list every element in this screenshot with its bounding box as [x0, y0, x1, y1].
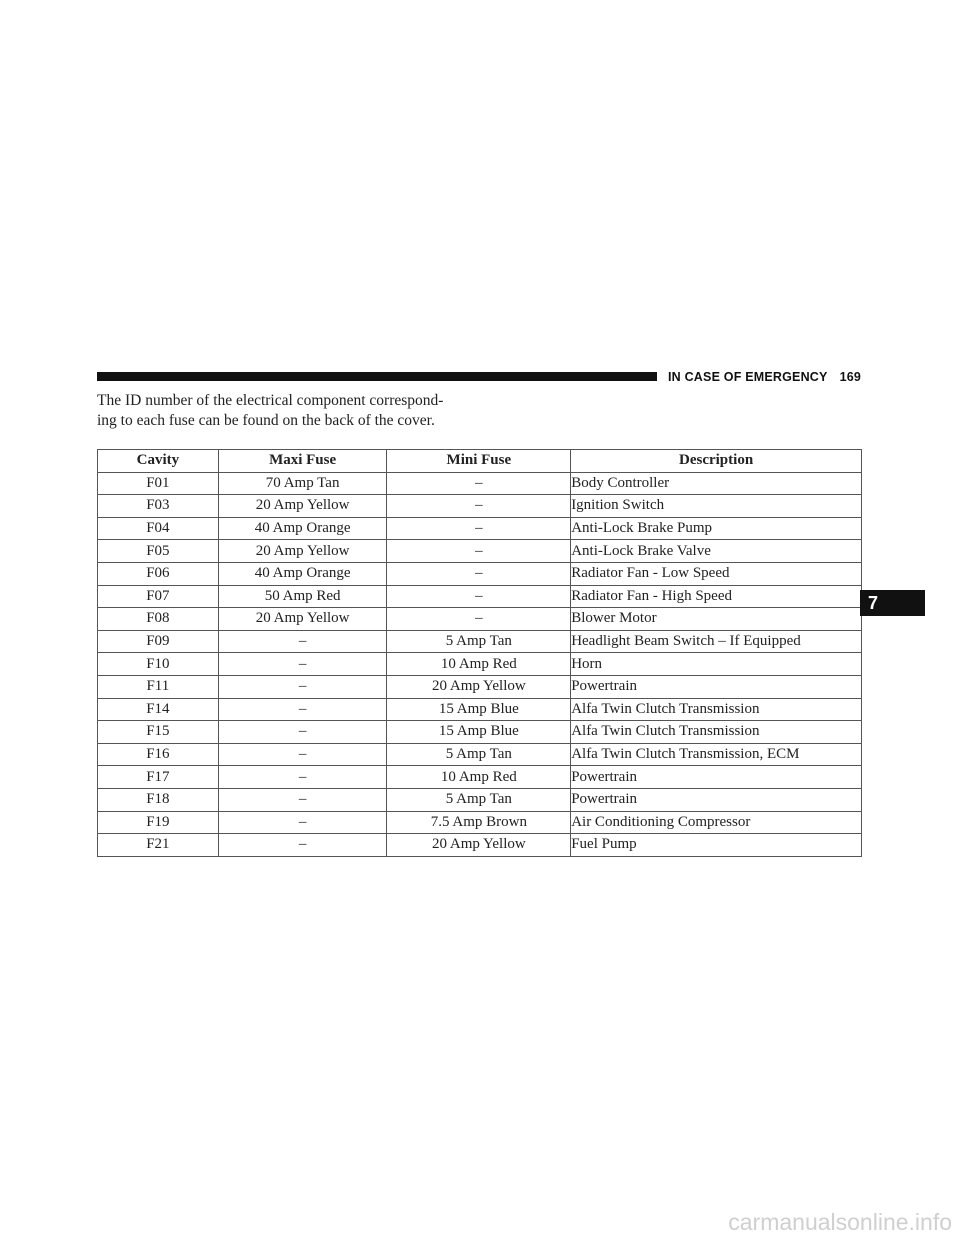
cell-maxi-fuse: – — [218, 811, 387, 834]
cell-description: Radiator Fan - High Speed — [571, 585, 862, 608]
cell-mini-fuse: 15 Amp Blue — [387, 721, 571, 744]
table-row — [98, 698, 862, 721]
cell-cavity: F01 — [98, 472, 219, 495]
cell-maxi-fuse: – — [218, 630, 387, 653]
cell-mini-fuse: 20 Amp Yellow — [387, 834, 571, 857]
table-row — [98, 585, 862, 608]
table-row — [98, 540, 862, 563]
intro-line-2: ing to each fuse can be found on the back of the cover. — [97, 412, 435, 429]
cell-description: Alfa Twin Clutch Transmission — [571, 721, 862, 744]
table-row — [98, 766, 862, 789]
cell-maxi-fuse: – — [218, 743, 387, 766]
cell-description: Blower Motor — [571, 608, 862, 631]
cell-cavity: F19 — [98, 811, 219, 834]
table-row — [98, 811, 862, 834]
cell-description: Anti-Lock Brake Valve — [571, 540, 862, 563]
cell-maxi-fuse: 50 Amp Red — [218, 585, 387, 608]
cell-description: Alfa Twin Clutch Transmission, ECM — [571, 743, 862, 766]
cell-cavity: F09 — [98, 630, 219, 653]
cell-maxi-fuse: 20 Amp Yellow — [218, 540, 387, 563]
cell-maxi-fuse: 20 Amp Yellow — [218, 608, 387, 631]
column-header-description: Description — [571, 450, 862, 473]
column-header-cavity: Cavity — [98, 450, 219, 473]
cell-maxi-fuse: 70 Amp Tan — [218, 472, 387, 495]
table-row — [98, 472, 862, 495]
cell-cavity: F10 — [98, 653, 219, 676]
cell-mini-fuse: 10 Amp Red — [387, 766, 571, 789]
watermark: carmanualsonline.info — [728, 1209, 952, 1235]
cell-description: Alfa Twin Clutch Transmission — [571, 698, 862, 721]
cell-mini-fuse: – — [387, 495, 571, 518]
cell-mini-fuse: 20 Amp Yellow — [387, 675, 571, 698]
table-row — [98, 630, 862, 653]
cell-cavity: F17 — [98, 766, 219, 789]
cell-maxi-fuse: – — [218, 788, 387, 811]
cell-maxi-fuse: – — [218, 721, 387, 744]
table-row — [98, 562, 862, 585]
cell-description: Powertrain — [571, 788, 862, 811]
table-row — [98, 653, 862, 676]
page-number: 169 — [839, 370, 862, 384]
cell-description: Anti-Lock Brake Pump — [571, 517, 862, 540]
table-row — [98, 608, 862, 631]
cell-cavity: F11 — [98, 675, 219, 698]
table-row — [98, 721, 862, 744]
cell-cavity: F03 — [98, 495, 219, 518]
table-row — [98, 743, 862, 766]
fuse-table — [97, 449, 862, 857]
cell-cavity: F07 — [98, 585, 219, 608]
intro-paragraph — [97, 391, 557, 431]
cell-description: Headlight Beam Switch – If Equipped — [571, 630, 862, 653]
table-row — [98, 788, 862, 811]
cell-maxi-fuse: – — [218, 766, 387, 789]
cell-maxi-fuse: 40 Amp Orange — [218, 517, 387, 540]
cell-cavity: F06 — [98, 562, 219, 585]
column-header-maxi-fuse: Maxi Fuse — [218, 450, 387, 473]
cell-description: Air Conditioning Compressor — [571, 811, 862, 834]
cell-maxi-fuse: – — [218, 698, 387, 721]
cell-description: Horn — [571, 653, 862, 676]
cell-mini-fuse: 5 Amp Tan — [387, 630, 571, 653]
cell-mini-fuse: 7.5 Amp Brown — [387, 811, 571, 834]
cell-cavity: F16 — [98, 743, 219, 766]
cell-maxi-fuse: – — [218, 675, 387, 698]
cell-description: Powertrain — [571, 675, 862, 698]
header-rule — [97, 372, 657, 381]
cell-description: Fuel Pump — [571, 834, 862, 857]
cell-mini-fuse: – — [387, 608, 571, 631]
table-row — [98, 495, 862, 518]
cell-mini-fuse: – — [387, 517, 571, 540]
cell-cavity: F15 — [98, 721, 219, 744]
cell-maxi-fuse: – — [218, 834, 387, 857]
cell-maxi-fuse: – — [218, 653, 387, 676]
table-row — [98, 517, 862, 540]
cell-mini-fuse: 5 Amp Tan — [387, 788, 571, 811]
cell-description: Body Controller — [571, 472, 862, 495]
cell-description: Powertrain — [571, 766, 862, 789]
cell-maxi-fuse: 40 Amp Orange — [218, 562, 387, 585]
cell-mini-fuse: – — [387, 472, 571, 495]
table-row — [98, 834, 862, 857]
cell-cavity: F04 — [98, 517, 219, 540]
intro-line-1: The ID number of the electrical component correspond- — [97, 392, 444, 409]
running-header — [668, 370, 861, 384]
table-header-row — [98, 450, 862, 473]
column-header-mini-fuse: Mini Fuse — [387, 450, 571, 473]
cell-cavity: F08 — [98, 608, 219, 631]
cell-cavity: F21 — [98, 834, 219, 857]
cell-mini-fuse: – — [387, 562, 571, 585]
cell-cavity: F05 — [98, 540, 219, 563]
section-title: IN CASE OF EMERGENCY — [668, 370, 828, 384]
cell-mini-fuse: 15 Amp Blue — [387, 698, 571, 721]
cell-description: Ignition Switch — [571, 495, 862, 518]
cell-mini-fuse: 5 Amp Tan — [387, 743, 571, 766]
chapter-tab: 7 — [860, 590, 925, 616]
cell-description: Radiator Fan - Low Speed — [571, 562, 862, 585]
cell-cavity: F18 — [98, 788, 219, 811]
cell-mini-fuse: – — [387, 585, 571, 608]
cell-mini-fuse: – — [387, 540, 571, 563]
table-row — [98, 675, 862, 698]
cell-cavity: F14 — [98, 698, 219, 721]
cell-maxi-fuse: 20 Amp Yellow — [218, 495, 387, 518]
cell-mini-fuse: 10 Amp Red — [387, 653, 571, 676]
